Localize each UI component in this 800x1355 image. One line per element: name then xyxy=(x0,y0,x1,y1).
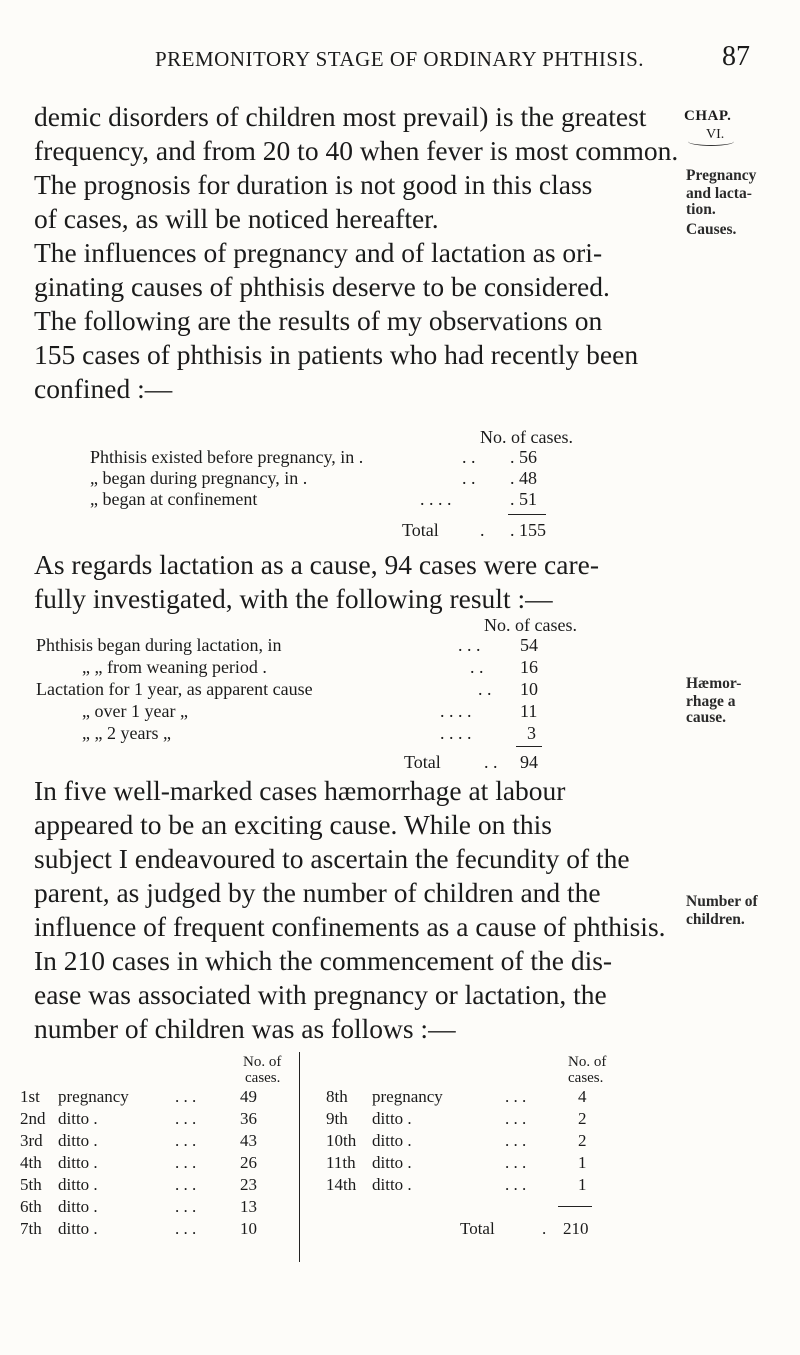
table2-total-label: Total xyxy=(404,752,441,772)
body-line: The influences of pregnancy and of lactation as ori- xyxy=(34,237,603,268)
table1-row-dots: . . . . xyxy=(420,489,452,509)
table3-ordinal: 14th xyxy=(326,1175,357,1194)
margin-note-children-1: Number of xyxy=(686,893,758,910)
margin-note-pregnancy-3: tion. xyxy=(686,201,716,218)
table3-value: 13 xyxy=(240,1197,257,1216)
table3-label: ditto . xyxy=(58,1109,98,1128)
table3-dots: . . . xyxy=(175,1175,197,1194)
table3-dots: . . . xyxy=(505,1175,527,1194)
margin-note-haemorrhage-1: Hæmor- xyxy=(686,675,742,692)
table2-total-rule xyxy=(516,746,542,747)
table2-row-value: 54 xyxy=(520,635,538,655)
table1-total-label: Total xyxy=(402,520,439,540)
table1-row-value: . 56 xyxy=(510,447,537,467)
body-line: ginating causes of phthisis deserve to be considered. xyxy=(34,271,610,302)
table1-row-value: . 51 xyxy=(510,489,537,509)
body-line: fully investigated, with the following result :— xyxy=(34,583,553,614)
table3-label: ditto . xyxy=(372,1175,412,1194)
table3-value: 26 xyxy=(240,1153,257,1172)
margin-note-haemorrhage-2: rhage a xyxy=(686,693,736,710)
margin-note-pregnancy-4: Causes. xyxy=(686,221,737,238)
body-line: of cases, as will be noticed hereafter. xyxy=(34,203,439,234)
table2-row-dots: . . . xyxy=(458,635,481,655)
table2-row-value: 16 xyxy=(520,657,538,677)
table3-right-header-2: cases. xyxy=(568,1070,604,1086)
margin-chap-brace xyxy=(688,137,734,146)
table3-label: ditto . xyxy=(372,1153,412,1172)
table2-row-dots: . . . . xyxy=(440,701,472,721)
table3-ordinal: 7th xyxy=(20,1219,42,1238)
table3-value: 1 xyxy=(578,1153,587,1172)
body-line: 155 cases of phthisis in patients who had recently been xyxy=(34,339,639,370)
table3-dots: . . . xyxy=(175,1219,197,1238)
table1-row-label: „ began during pregnancy, in . xyxy=(90,468,308,488)
table3-dots: . . . xyxy=(505,1153,527,1172)
body-line: appeared to be an exciting cause. While on this xyxy=(34,809,552,840)
body-line: In 210 cases in which the commencement of the dis- xyxy=(34,945,613,976)
body-line: frequency, and from 20 to 40 when fever is most common. xyxy=(34,135,679,166)
body-line: As regards lactation as a cause, 94 cases were care- xyxy=(34,549,599,580)
body-line: parent, as judged by the number of children and the xyxy=(34,877,601,908)
table3-value: 4 xyxy=(578,1087,587,1106)
table3-label: ditto . xyxy=(58,1219,98,1238)
table1-total-dots: . xyxy=(480,520,485,540)
table1-total-value: . 155 xyxy=(510,520,546,540)
table1-row-label: „ began at confinement xyxy=(90,489,258,509)
margin-note-children-2: children. xyxy=(686,911,745,928)
table3-ordinal: 1st xyxy=(20,1087,40,1106)
table3-label: ditto . xyxy=(372,1131,412,1150)
table1-row-label: Phthisis existed before pregnancy, in . xyxy=(90,447,364,467)
table3-value: 1 xyxy=(578,1175,587,1194)
margin-chap-number: VI. xyxy=(706,127,725,142)
body-line: subject I endeavoured to ascertain the fecundity of the xyxy=(34,843,630,874)
table2-row-label: „ „ from weaning period . xyxy=(82,657,267,677)
margin-note-haemorrhage-3: cause. xyxy=(686,709,727,726)
table3-ordinal: 9th xyxy=(326,1109,348,1128)
table3-ordinal: 10th xyxy=(326,1131,357,1150)
table2-row-value: 10 xyxy=(520,679,538,699)
table3-column-divider xyxy=(299,1052,300,1262)
table3-dots: . . . xyxy=(505,1087,527,1106)
table2-row-label: „ „ 2 years „ xyxy=(82,723,171,743)
table3-value: 49 xyxy=(240,1087,257,1106)
table3-dots: . . . xyxy=(505,1131,527,1150)
margin-chap-label: CHAP. xyxy=(684,108,732,124)
table3-dots: . . . xyxy=(175,1153,197,1172)
table3-right-header-1: No. of xyxy=(568,1054,607,1070)
body-line: confined :— xyxy=(34,373,173,404)
body-line: demic disorders of children most prevail) is the greatest xyxy=(34,101,647,132)
page-header xyxy=(0,41,800,77)
table3-total-label: Total xyxy=(460,1219,495,1238)
running-head: PREMONITORY STAGE OF ORDINARY PHTHISIS. xyxy=(155,47,645,71)
table2-row-value: 11 xyxy=(520,701,538,721)
table3-label: pregnancy xyxy=(58,1087,129,1106)
table3-dots: . . . xyxy=(175,1197,197,1216)
table3-label: pregnancy xyxy=(372,1087,443,1106)
table3-ordinal: 3rd xyxy=(20,1131,43,1150)
table3-dots: . . . xyxy=(175,1087,197,1106)
table3-left-header-1: No. of xyxy=(243,1054,282,1070)
table3-label: ditto . xyxy=(58,1131,98,1150)
body-line: The following are the results of my observations on xyxy=(34,305,603,336)
table3-label: ditto . xyxy=(58,1153,98,1172)
table3-total-rule xyxy=(558,1206,592,1207)
table3-value: 43 xyxy=(240,1131,257,1150)
table3-label: ditto . xyxy=(372,1109,412,1128)
body-line: The prognosis for duration is not good in this class xyxy=(34,169,593,200)
table2-total-dots: . . xyxy=(484,752,498,772)
table3-total-value: 210 xyxy=(563,1219,589,1238)
table3-label: ditto . xyxy=(58,1197,98,1216)
table2-row-dots: . . xyxy=(470,657,484,677)
table2-row-value: 3 xyxy=(527,723,536,743)
table2-total-value: 94 xyxy=(520,752,538,772)
table3-ordinal: 8th xyxy=(326,1087,348,1106)
margin-note-pregnancy-1: Pregnancy xyxy=(686,167,757,184)
table3-ordinal: 6th xyxy=(20,1197,42,1216)
table3-value: 2 xyxy=(578,1131,587,1150)
table2-row-label: Lactation for 1 year, as apparent cause xyxy=(36,679,313,699)
table3-ordinal: 2nd xyxy=(20,1109,46,1128)
table3-left-header-2: cases. xyxy=(245,1070,281,1086)
table3-value: 23 xyxy=(240,1175,257,1194)
table3-total-dot: . xyxy=(542,1219,547,1238)
table3-value: 36 xyxy=(240,1109,257,1128)
body-line: influence of frequent confinements as a cause of phthisis. xyxy=(34,911,666,942)
table3-dots: . . . xyxy=(175,1131,197,1150)
body-line: number of children was as follows :— xyxy=(34,1013,456,1044)
table3-value: 2 xyxy=(578,1109,587,1128)
table2-row-label: „ over 1 year „ xyxy=(82,701,188,721)
table2-header: No. of cases. xyxy=(484,615,577,635)
table1-header: No. of cases. xyxy=(480,427,573,447)
table3-value: 10 xyxy=(240,1219,257,1238)
page-number: 87 xyxy=(722,41,750,72)
table1-row-dots: . . xyxy=(462,447,476,467)
table2-row-dots: . . . . xyxy=(440,723,472,743)
table1-row-dots: . . xyxy=(462,468,476,488)
table3-ordinal: 11th xyxy=(326,1153,356,1172)
table3-dots: . . . xyxy=(175,1109,197,1128)
table2-row-dots: . . xyxy=(478,679,492,699)
table1-row-value: . 48 xyxy=(510,468,537,488)
table3-label: ditto . xyxy=(58,1175,98,1194)
body-line: In five well-marked cases hæmorrhage at labour xyxy=(34,775,566,806)
table3-dots: . . . xyxy=(505,1109,527,1128)
table1-total-rule xyxy=(508,514,546,515)
table3-ordinal: 4th xyxy=(20,1153,42,1172)
table3-ordinal: 5th xyxy=(20,1175,42,1194)
table2-row-label: Phthisis began during lactation, in xyxy=(36,635,282,655)
body-line: ease was associated with pregnancy or lactation, the xyxy=(34,979,607,1010)
margin-note-pregnancy-2: and lacta- xyxy=(686,185,752,202)
